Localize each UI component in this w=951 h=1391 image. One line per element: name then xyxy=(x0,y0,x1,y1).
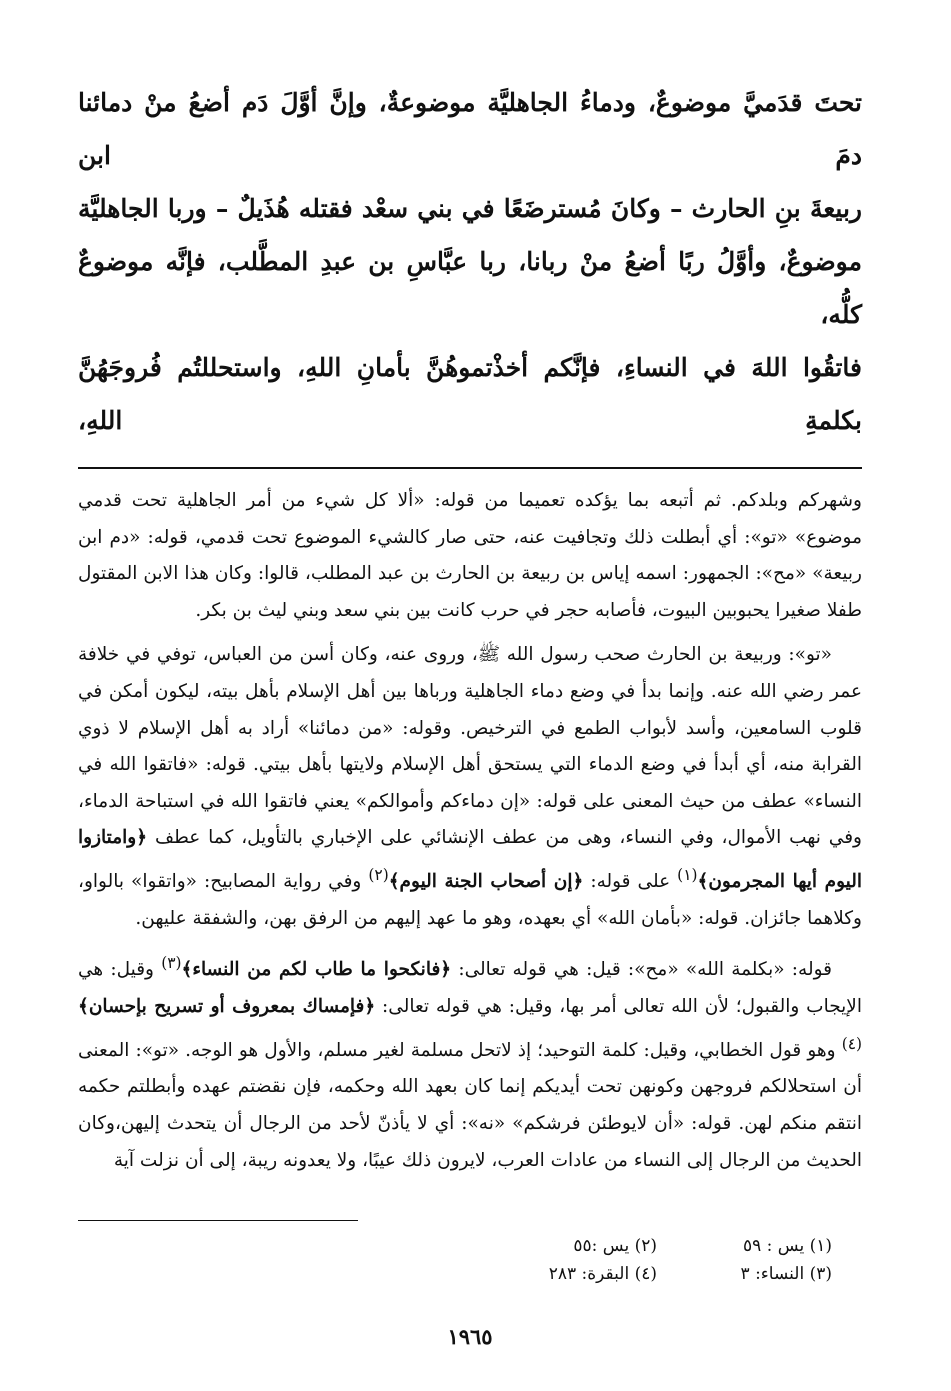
commentary-paragraph: وشهركم وبلدكم. ثم أتبعه بما يؤكده تعميما من قوله: «ألا كل شيء من أمر الجاهلية تحت قدمي موضوع» «تو»: أي أبطلت ذلك وتجافيت عنه، حتى صار كالشيء الموضوع تحت قدمي، قوله: «دم ابن ربيعة» «مح»: الجمهور: اسمه إياس بن ربيعة بن الحارث بن عبد المطلب، قالوا: وكان هذا الابن المقتول طفلا صغيرا يحبوبين البيوت، فأصابه حجر في حرب كانت بين بني سعد وبني ليث بن بكر. xyxy=(78,490,862,621)
commentary-text: وهو قول الخطابي، وقيل: كلمة التوحيد؛ إذ لاتحل مسلمة لغير مسلم، والأول هو الوجه. «تو»: المعنى أن استحلالكم فروجهن وكونهن تحت أيديكم إنما كان بعهد الله وحكمه، فإن نقضتم عهده وأبطلتم حكمه انتقم منكم لهن. قوله: «أن لايوطئن فرشكم» «نه»: أي لا يأذنّ لأحد من الرجال أن يتحدث إليهن،وكان الحديث من الرجال إلى النساء من عادات العرب، لايرون ذلك عيبًا، ولا يعدونه ريبة، إلى أن نزلت آية xyxy=(78,1039,862,1171)
hadith-line: موضوعٌ، وأوَّلُ ربًا أضعُ منْ ربانا، ربا عبَّاسِ بن عبدِ المطَّلب، فإنَّه موضوعٌ كلُّه، xyxy=(78,247,862,329)
hadith-text xyxy=(78,76,862,447)
footnote: (١) يس : ٥٩ xyxy=(742,1236,832,1256)
footnotes xyxy=(512,1236,832,1284)
quran-quote: ﴿إن أصحاب الجنة اليوم﴾ xyxy=(388,871,584,893)
quran-quote: ﴿وامتازوا اليوم أيها المجرمون﴾ xyxy=(78,827,862,893)
footnote: (٣) النساء: ٣ xyxy=(740,1264,832,1284)
footnote-divider xyxy=(78,1220,358,1221)
commentary-paragraph xyxy=(78,945,862,1179)
book-page xyxy=(78,76,862,1376)
footnote: (٢) يس :٥٥ xyxy=(573,1236,657,1256)
commentary-paragraph xyxy=(78,637,862,937)
page-number: ١٩٦٥ xyxy=(447,1324,493,1349)
quran-quote: ﴿فانكحوا ما طاب لكم من النساء﴾ xyxy=(181,959,452,981)
footnote-ref[interactable]: (١) xyxy=(677,865,698,884)
footnote-ref[interactable]: (٢) xyxy=(368,865,389,884)
commentary-text: على قوله: xyxy=(583,871,678,893)
footnote-ref[interactable]: (٣) xyxy=(161,954,182,973)
hadith-line: فاتقُوا اللهَ في النساءِ، فإنَّكم أخذْتموهُنَّ بأمانِ اللهِ، واستحللتُم فُروجَهُنَّ بكلمةِ اللهِ، xyxy=(78,353,862,435)
quran-quote: ﴿فإمساك بمعروف أو تسريح بإحسان﴾ xyxy=(78,996,376,1018)
section-divider xyxy=(78,467,862,469)
commentary-text: وفي رواية المصابيح: «واتقوا» بالواو، وكلاهما جائزان. قوله: «بأمان الله» أي بعهده، وهو ما عهد إليهم من الرفق بهن، والشفقة عليهن. xyxy=(78,871,862,929)
footnote-ref[interactable]: (٤) xyxy=(841,1034,862,1053)
commentary xyxy=(78,483,862,1179)
footnote: (٤) البقرة: ٢٨٣ xyxy=(548,1264,657,1284)
commentary-text: وقيل: هي الإيجاب والقبول؛ لأن الله تعالى أمر بها، وقيل: هي قوله تعالى: xyxy=(78,959,863,1018)
commentary-text: قوله: «بكلمة الله» «مح»: قيل: هي قوله تعالى: xyxy=(451,959,832,981)
commentary-text: «تو»: وربيعة بن الحارث صحب رسول الله ﷺ، وروى عنه، وكان أسن من العباس، توفي في خلافة عمر رضي الله عنه. وإنما بدأ في وضع دماء الجاهلية ورباها بين أهل الإسلام بأهل بيته، ليكون أمكن في قلوب السامعين، وأسد لأبواب الطمع في الترخيص. وقوله: «من دمائنا» أراد به أهل الإسلام لا ذوي القرابة منه، أي أبدأ في وضع الدماء التي يستحق أهل الإسلام ولايتها بأهل بيتي. قوله: «فاتقوا الله في النساء» عطف من حيث المعنى على قوله: «إن دماءكم وأموالكم» يعني فاتقوا الله في استباحة الدماء، وفي نهب الأموال، وفي النساء، وهى من عطف الإنشائي على الإخباري بالتأويل، كما عطف xyxy=(78,644,862,849)
hadith-line: ربيعةَ بنِ الحارث – وكانَ مُسترضَعًا في بني سعْد فقتله هُذَيلٌ – وربا الجاهليَّة xyxy=(78,194,862,223)
hadith-line: تحتَ قدَميَّ موضوعٌ، ودماءُ الجاهليَّة موضوعةٌ، وإنَّ أوَّلَ دَم أضعُ منْ دمائنا دمَ ابن xyxy=(78,88,862,170)
